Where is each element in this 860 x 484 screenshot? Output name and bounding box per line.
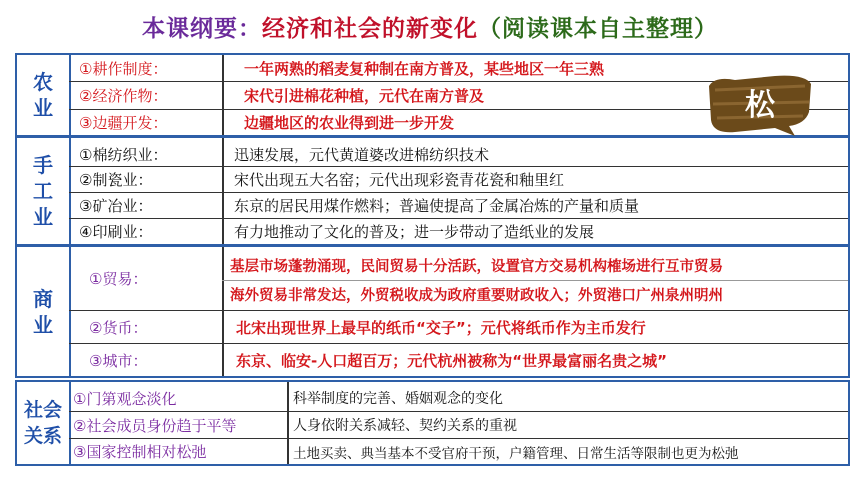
title-part-note: （阅读课本自主整理） <box>478 15 718 42</box>
handicraft-desc-3: 东京的居民用煤作燃料；普遍使提高了金属冶炼的产量和质量 <box>234 197 640 215</box>
handicraft-sub-3: ③矿冶业： <box>79 197 153 215</box>
commerce-city-sub: ③城市： <box>89 351 148 370</box>
commerce-currency-sub: ②货币： <box>89 318 148 337</box>
handicraft-row <box>69 167 848 193</box>
section-society <box>15 380 850 466</box>
commerce-label <box>17 247 71 376</box>
section-commerce <box>15 245 850 378</box>
commerce-trade-desc-2: 海外贸易非常发达，外贸税收成为政府重要财政收入；外贸港口广州泉州明州 <box>230 287 723 304</box>
page-title <box>0 10 860 43</box>
society-desc-1: 科举制度的完善、婚姻观念的变化 <box>293 391 503 407</box>
handicraft-sub-4: ④印刷业： <box>79 223 153 241</box>
handicraft-sub-2: ②制瓷业： <box>79 171 153 189</box>
agriculture-sub-2: ②经济作物： <box>79 87 168 105</box>
commerce-city-desc: 东京、临安-人口超百万；元代杭州被称为“世界最富丽名贵之城” <box>236 351 667 370</box>
commerce-label-text: 商业 <box>33 286 53 337</box>
handicraft-sub-1: ①棉纺织业： <box>79 145 168 164</box>
title-part-topic: 经济和社会的新变化 <box>262 15 478 42</box>
society-sub-1: ①门第观念淡化 <box>73 389 177 408</box>
section-handicraft <box>15 136 850 246</box>
title-part-outline: 本课纲要： <box>142 15 262 42</box>
agriculture-sub-1: ①耕作制度： <box>79 59 168 78</box>
society-row <box>69 385 848 412</box>
handicraft-label <box>17 138 71 244</box>
handicraft-desc-2: 宋代出现五大名窑；元代出现彩瓷青花瓷和釉里红 <box>234 171 565 189</box>
commerce-trade-desc-1: 基层市场蓬勃涌现，民间贸易十分活跃，设置官方交易机构榷场进行互市贸易 <box>230 258 723 275</box>
society-sub-3: ③国家控制相对松弛 <box>73 443 207 461</box>
brush-stamp <box>705 72 815 140</box>
agriculture-label <box>17 55 71 135</box>
agriculture-desc-3: 边疆地区的农业得到进一步开发 <box>244 114 455 132</box>
society-sub-2: ②社会成员身份趋于平等 <box>73 416 237 435</box>
agriculture-desc-1: 一年两熟的稻麦复种制在南方普及，某些地区一年三熟 <box>244 59 605 78</box>
handicraft-desc-1: 迅速发展，元代黄道婆改进棉纺织技术 <box>234 145 490 164</box>
handicraft-row <box>69 219 848 244</box>
commerce-trade-desc-1-row <box>222 252 848 278</box>
handicraft-row <box>69 193 848 219</box>
handicraft-row <box>69 142 848 167</box>
society-row <box>69 412 848 439</box>
agriculture-label-text: 农业 <box>33 70 53 120</box>
commerce-currency-desc: 北宋出现世界上最早的纸币“交子”；元代将纸币作为主币发行 <box>236 318 646 337</box>
society-desc-3: 土地买卖、典当基本不受官府干预，户籍管理、日常生活等限制也更为松弛 <box>293 445 739 462</box>
commerce-trade-desc-2-row <box>222 280 848 307</box>
handicraft-label-text: 手工业 <box>33 153 53 229</box>
commerce-city-row <box>69 344 848 376</box>
commerce-currency-row <box>69 311 848 344</box>
society-label <box>17 382 71 464</box>
commerce-trade-sub: ①贸易： <box>89 270 148 288</box>
stamp-character: 松 <box>745 88 775 123</box>
agriculture-sub-3: ③边疆开发： <box>79 114 168 132</box>
agriculture-desc-2: 宋代引进棉花种植，元代在南方普及 <box>244 87 485 105</box>
society-row <box>69 439 848 464</box>
society-desc-2: 人身依附关系减轻、契约关系的重视 <box>293 418 517 434</box>
society-label-text: 社会关系 <box>23 399 62 447</box>
handicraft-desc-4: 有力地推动了文化的普及；进一步带动了造纸业的发展 <box>234 223 595 241</box>
